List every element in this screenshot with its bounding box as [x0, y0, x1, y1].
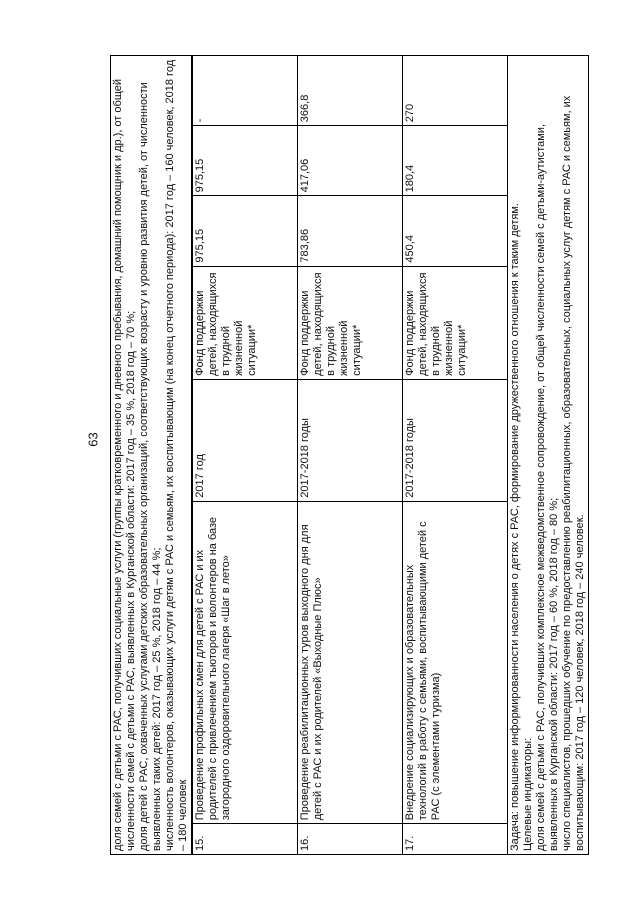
table-row: [298, 56, 403, 855]
task-block: [508, 55, 589, 855]
year-2017-cell: 975,15: [193, 126, 298, 196]
row-number: 17.: [403, 824, 508, 855]
total-cell: 783,86: [298, 196, 403, 266]
indicator-line: доля семей с детьми с РАС, получивших комплексное межведомственное сопровождение, от общей численности семей с детьми-аутистами, выявленных в Курганской области: 2017 год – 60 %, 2018 год – 80 %;: [535, 123, 560, 851]
total-cell: 975,15: [193, 196, 298, 266]
indicator-line: число специалистов, прошедших обучение по предоставлению реабилитационных, образовательных, социальных услуг детям с РАС и семьям, их воспитывающим: 2017 год – 120 человек, 2018 год – 240 человек.: [561, 95, 586, 851]
table-row: [193, 56, 298, 855]
term-cell: 2017 год: [193, 379, 298, 501]
activity-cell: Проведение профильных смен для детей с РАС и их родителей с привлечением тьюторов и волонтеров на базе загородного оздоровительного лагеря «Шаг в лето»: [193, 501, 298, 824]
source-cell: Фонд поддержки детей, находящихся в трудной жизненной ситуации*: [403, 266, 508, 379]
page-number: 63: [85, 432, 101, 447]
intro-line: численность волонтеров, оказывающих услуги детям с РАС и семьям, их воспитывающим (на конец отчетного периода): 2017 год – 160 человек, 2018 год – 180 человек: [164, 59, 189, 851]
activity-cell: Проведение реабилитационных туров выходного дня для детей с РАС и их родителей «Выходные Плюс»: [298, 501, 403, 824]
row-number: 15.: [193, 824, 298, 855]
source-cell: Фонд поддержки детей, находящихся в трудной жизненной ситуации*: [298, 266, 403, 379]
indicators-title: Целевые индикаторы:: [522, 737, 534, 851]
term-cell: 2017-2018 годы: [403, 379, 508, 501]
intro-block: [110, 55, 192, 855]
activities-table: [192, 55, 508, 855]
year-2018-cell: 270: [403, 56, 508, 126]
year-2018-cell: -: [193, 56, 298, 126]
table-row: [403, 56, 508, 855]
year-2018-cell: 366,8: [298, 56, 403, 126]
intro-line: доля детей с РАС, охваченных услугами детских образовательных организаций, соответствующих возрасту и уровню развития детей, от численности выявленных таких детей: 2017 год – 25 %, 2018 год – 44 %;: [138, 82, 163, 851]
total-cell: 450,4: [403, 196, 508, 266]
source-cell: Фонд поддержки детей, находящихся в трудной жизненной ситуации*: [193, 266, 298, 379]
activity-cell: Внедрение социализирующих и образовательных технологий в работу с семьями, воспитывающими детей с РАС (с элементами туризма): [403, 501, 508, 824]
row-number: 16.: [298, 824, 403, 855]
intro-line: доля семей с детьми с РАС, получивших социальные услуги (группы кратковременного и дневного пребывания, домашний помощник и др.), от общей численности семей с детьми с РАС, выявленных в Курганской области: 2017 год – 35 %, 2018 год – 70 %;: [112, 78, 137, 851]
year-2017-cell: 417,06: [298, 126, 403, 196]
term-cell: 2017-2018 годы: [298, 379, 403, 501]
task-text: Задача: повышение информированности населения о детях с РАС, формирование дружественного отношения к таким детям.: [509, 203, 521, 851]
rotated-content: [110, 55, 610, 855]
year-2017-cell: 180,4: [403, 126, 508, 196]
